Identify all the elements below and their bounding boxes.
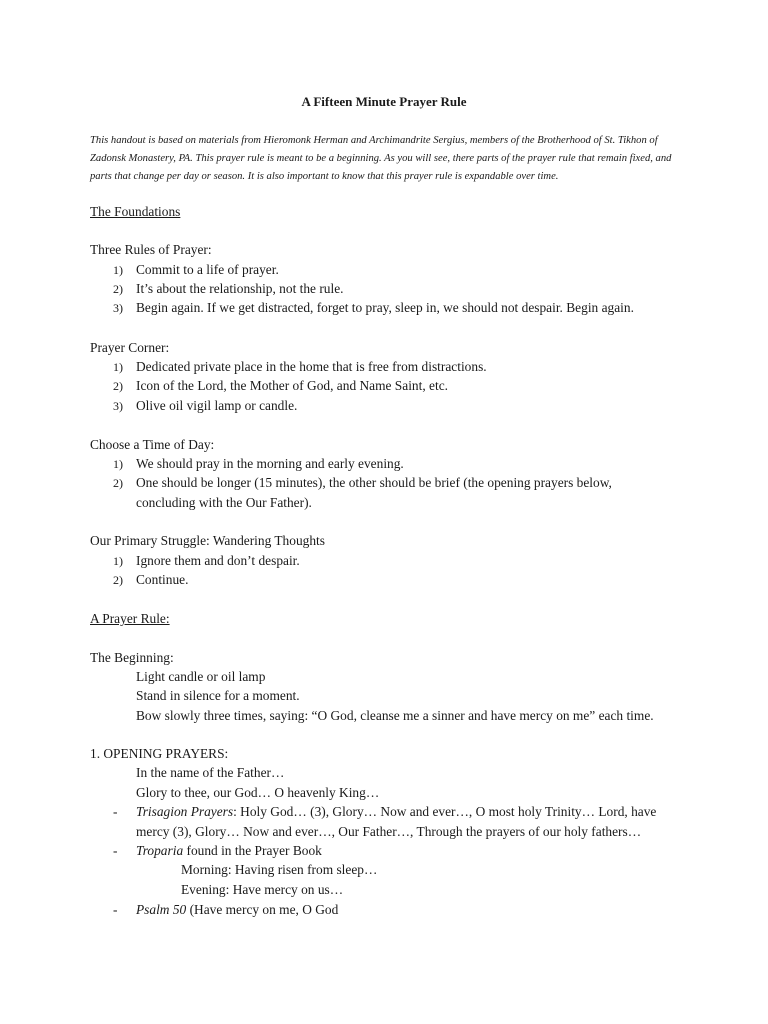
troparia-morning: Morning: Having risen from sleep…	[181, 862, 378, 877]
list-number: 2)	[113, 282, 123, 296]
list-number: 2)	[113, 573, 123, 587]
trisagion-label: Trisagion Prayers	[136, 804, 234, 819]
struggle-heading: Our Primary Struggle: Wandering Thoughts	[90, 533, 325, 548]
beginning-line: Bow slowly three times, saying: “O God, cleanse me a sinner and have mercy on me” each time.	[136, 708, 654, 723]
beginning-line: Light candle or oil lamp	[136, 669, 266, 684]
troparia-evening: Evening: Have mercy on us…	[181, 882, 344, 897]
list-number: 1)	[113, 360, 123, 374]
three-rules-heading: Three Rules of Prayer:	[90, 242, 212, 257]
beginning-heading: The Beginning:	[90, 650, 174, 665]
beginning-line: Stand in silence for a moment.	[136, 688, 300, 703]
list-item: It’s about the relationship, not the rule.	[136, 281, 344, 296]
list-item-continuation: concluding with the Our Father).	[136, 495, 312, 510]
list-number: 1)	[113, 554, 123, 568]
opening-line: Glory to thee, our God… O heavenly King…	[136, 785, 380, 800]
list-number: 1)	[113, 263, 123, 277]
list-item: Icon of the Lord, the Mother of God, and Name Saint, etc.	[136, 378, 448, 393]
foundations-heading: The Foundations	[90, 204, 181, 219]
list-number: 2)	[113, 476, 123, 490]
troparia-label: Troparia	[136, 843, 184, 858]
list-item: We should pray in the morning and early evening.	[136, 456, 404, 471]
bullet-dash: -	[113, 902, 118, 917]
psalm-label: Psalm 50	[136, 902, 187, 917]
bullet-dash: -	[113, 843, 118, 858]
list-item: Continue.	[136, 572, 189, 587]
prayer-corner-heading: Prayer Corner:	[90, 340, 170, 355]
prayer-rule-heading: A Prayer Rule:	[90, 611, 170, 626]
psalm-text: (Have mercy on me, O God	[186, 902, 339, 917]
bullet-dash: -	[113, 804, 118, 819]
list-number: 2)	[113, 379, 123, 393]
troparia-text: found in the Prayer Book	[183, 843, 322, 858]
time-of-day-heading: Choose a Time of Day:	[90, 437, 215, 452]
opening-prayers-heading: 1. OPENING PRAYERS:	[90, 746, 229, 761]
list-item: One should be longer (15 minutes), the other should be brief (the opening prayers below,	[136, 475, 612, 490]
trisagion-text: : Holy God… (3), Glory… Now and ever…, O most holy Trinity… Lord, have	[233, 804, 657, 819]
intro-paragraph: This handout is based on materials from Hieromonk Herman and Archimandrite Sergius, members of the Brotherhood of St. Tikhon of Zadonsk Monastery, PA. This prayer rule is meant to be a beginning. As you will see, there parts of the prayer rule that remain fixed, and parts that change per day or season. It is also important to know that this prayer rule is expandable over time.	[90, 135, 672, 182]
list-number: 1)	[113, 457, 123, 471]
psalm-item	[136, 902, 338, 918]
list-number: 3)	[113, 399, 123, 413]
list-item: Ignore them and don’t despair.	[136, 553, 300, 568]
opening-line: In the name of the Father…	[136, 765, 285, 780]
list-item: Commit to a life of prayer.	[136, 262, 279, 277]
list-item: Dedicated private place in the home that is free from distractions.	[136, 359, 487, 374]
list-number: 3)	[113, 301, 123, 315]
list-item: Olive oil vigil lamp or candle.	[136, 398, 298, 413]
troparia-item	[136, 843, 322, 859]
trisagion-continuation: mercy (3), Glory… Now and ever…, Our Father…, Through the prayers of our holy fathers…	[136, 824, 642, 839]
trisagion-item	[136, 804, 656, 820]
list-item: Begin again. If we get distracted, forget to pray, sleep in, we should not despair. Begin again.	[136, 300, 634, 315]
document-title: A Fifteen Minute Prayer Rule	[301, 94, 467, 109]
